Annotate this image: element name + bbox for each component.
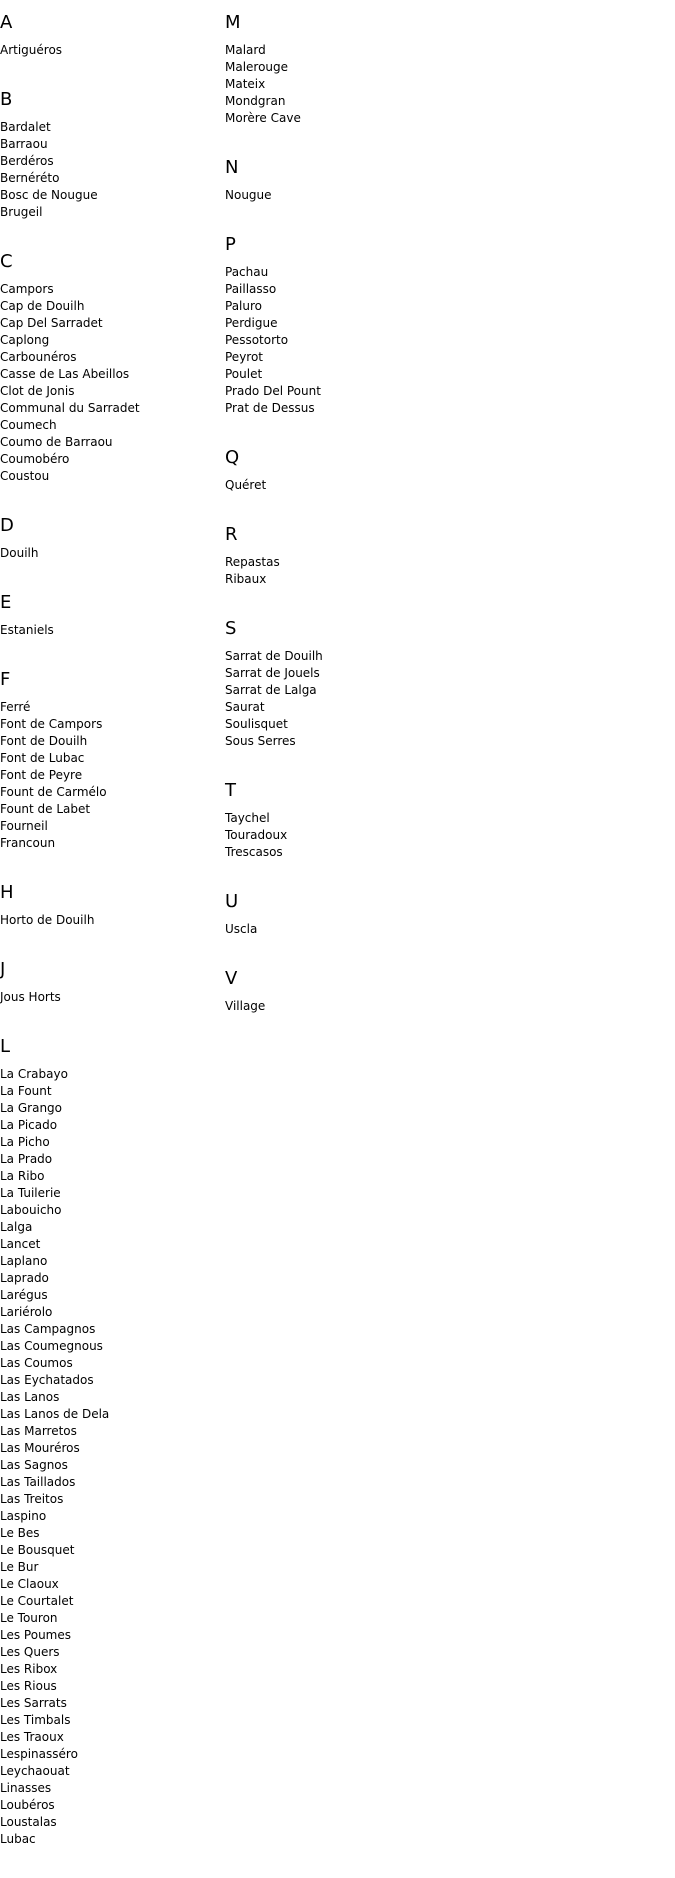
- place-name: Barraou: [0, 137, 48, 151]
- place-name: Coumobéro: [0, 452, 70, 466]
- section-letter-heading: L: [0, 1036, 11, 1057]
- place-name-list: [0, 42, 225, 59]
- place-name: Laplano: [0, 1254, 48, 1268]
- place-name: Artiguéros: [0, 43, 63, 57]
- place-name: Les Timbals: [0, 1713, 71, 1727]
- place-name: Les Ribox: [0, 1662, 58, 1676]
- place-name: Font de Peyre: [0, 768, 83, 782]
- place-name: Les Quers: [0, 1645, 60, 1659]
- place-name: Cap Del Sarradet: [0, 316, 103, 330]
- place-name: La Ribo: [0, 1169, 45, 1183]
- place-name: Loustalas: [0, 1815, 57, 1829]
- place-name: Paillasso: [225, 282, 277, 296]
- place-name: Las Eychatados: [0, 1373, 94, 1387]
- place-name: Caplong: [0, 333, 50, 347]
- right-column: [225, 0, 450, 1045]
- letter-section: [0, 592, 225, 639]
- place-name: Le Bousquet: [0, 1543, 75, 1557]
- place-name: Sarrat de Lalga: [225, 683, 317, 697]
- letter-section: [225, 524, 450, 588]
- place-name: Le Claoux: [0, 1577, 59, 1591]
- place-name: Las Lanos: [0, 1390, 60, 1404]
- place-name-list: [225, 554, 450, 588]
- place-name: Laprado: [0, 1271, 49, 1285]
- letter-section: [0, 251, 225, 485]
- place-name: Lariérolo: [0, 1305, 53, 1319]
- place-name: Trescasos: [225, 845, 283, 859]
- place-name: Touradoux: [225, 828, 288, 842]
- place-name: Peyrot: [225, 350, 264, 364]
- place-name: Las Sagnos: [0, 1458, 68, 1472]
- place-name-list: [0, 119, 225, 221]
- place-name: Lespinasséro: [0, 1747, 78, 1761]
- place-name: Soulisquet: [225, 717, 288, 731]
- letter-section: [225, 780, 450, 861]
- place-name: Lalga: [0, 1220, 33, 1234]
- place-name: Las Taillados: [0, 1475, 76, 1489]
- place-name: Lancet: [0, 1237, 41, 1251]
- place-name: Font de Campors: [0, 717, 103, 731]
- place-name: Nougue: [225, 188, 272, 202]
- section-letter-heading: M: [225, 12, 241, 33]
- place-name: Las Treitos: [0, 1492, 64, 1506]
- place-name: La Prado: [0, 1152, 53, 1166]
- place-name: Linasses: [0, 1781, 52, 1795]
- place-name: Uscla: [225, 922, 258, 936]
- place-name: Coumech: [0, 418, 57, 432]
- place-name: Prado Del Pount: [225, 384, 321, 398]
- section-letter-heading: T: [225, 780, 236, 801]
- place-name: Le Bur: [0, 1560, 39, 1574]
- place-name: La Picho: [0, 1135, 50, 1149]
- place-name: La Tuilerie: [0, 1186, 61, 1200]
- place-name: Brugeil: [0, 205, 43, 219]
- letter-section: [0, 669, 225, 852]
- place-name: Coumo de Barraou: [0, 435, 113, 449]
- place-name-list: [0, 281, 225, 485]
- place-name: Les Poumes: [0, 1628, 72, 1642]
- place-name: Taychel: [225, 811, 270, 825]
- place-name-list: [225, 477, 450, 494]
- place-name: Casse de Las Abeillos: [0, 367, 130, 381]
- place-name: Communal du Sarradet: [0, 401, 140, 415]
- place-name: Estaniels: [0, 623, 54, 637]
- place-name: Francoun: [0, 836, 56, 850]
- place-name: Las Lanos de Dela: [0, 1407, 110, 1421]
- place-name: La Grango: [0, 1101, 63, 1115]
- letter-section: [225, 891, 450, 938]
- place-name: Morère Cave: [225, 111, 301, 125]
- section-letter-heading: J: [0, 959, 6, 980]
- place-name: Sarrat de Jouels: [225, 666, 320, 680]
- place-name: Las Campagnos: [0, 1322, 96, 1336]
- place-name: Pachau: [225, 265, 269, 279]
- place-name: Loubéros: [0, 1798, 55, 1812]
- place-name: Le Courtalet: [0, 1594, 74, 1608]
- place-name: Le Touron: [0, 1611, 58, 1625]
- section-letter-heading: H: [0, 882, 14, 903]
- place-name: Sarrat de Douilh: [225, 649, 323, 663]
- letter-section: [225, 157, 450, 204]
- letter-section: [0, 1036, 225, 1848]
- letter-section: [225, 447, 450, 494]
- letter-section: [0, 959, 225, 1006]
- place-name: Font de Lubac: [0, 751, 85, 765]
- place-name: La Crabayo: [0, 1067, 68, 1081]
- place-name: Fount de Labet: [0, 802, 91, 816]
- place-name: Sous Serres: [225, 734, 296, 748]
- place-name: Pessotorto: [225, 333, 289, 347]
- section-letter-heading: F: [0, 669, 11, 690]
- place-name: Fount de Carmélo: [0, 785, 107, 799]
- place-name: Laspino: [0, 1509, 47, 1523]
- place-name-list: [225, 264, 450, 417]
- place-name: Malard: [225, 43, 266, 57]
- place-name: Clot de Jonis: [0, 384, 75, 398]
- place-name: Paluro: [225, 299, 263, 313]
- section-letter-heading: R: [225, 524, 238, 545]
- place-name-list: [0, 989, 225, 1006]
- place-name: Mateix: [225, 77, 266, 91]
- place-name: Bernéréto: [0, 171, 60, 185]
- place-name: Prat de Dessus: [225, 401, 315, 415]
- letter-section: [0, 882, 225, 929]
- place-name-list: [0, 1066, 225, 1848]
- letter-section: [225, 234, 450, 417]
- place-name: Village: [225, 999, 266, 1013]
- place-name-list: [225, 648, 450, 750]
- place-name: Berdéros: [0, 154, 54, 168]
- place-name: Repastas: [225, 555, 280, 569]
- place-name: Campors: [0, 282, 54, 296]
- section-letter-heading: E: [0, 592, 12, 613]
- place-name: Cap de Douilh: [0, 299, 85, 313]
- place-name: Les Rious: [0, 1679, 57, 1693]
- place-name: Saurat: [225, 700, 265, 714]
- letter-section: [0, 12, 225, 59]
- place-name: La Fount: [0, 1084, 52, 1098]
- section-letter-heading: U: [225, 891, 239, 912]
- section-letter-heading: N: [225, 157, 239, 178]
- section-letter-heading: D: [0, 515, 14, 536]
- place-name-list: [0, 912, 225, 929]
- place-name: Jous Horts: [0, 990, 61, 1004]
- place-name: Coustou: [0, 469, 50, 483]
- place-name: Mondgran: [225, 94, 286, 108]
- place-name: Quéret: [225, 478, 267, 492]
- letter-section: [0, 89, 225, 221]
- left-column: [0, 0, 225, 1878]
- place-name: Bosc de Nougue: [0, 188, 98, 202]
- place-name-list: [225, 921, 450, 938]
- section-letter-heading: C: [0, 251, 13, 272]
- place-name-list: [0, 545, 225, 562]
- section-letter-heading: A: [0, 12, 13, 33]
- place-name: Fourneil: [0, 819, 48, 833]
- place-name: Horto de Douilh: [0, 913, 95, 927]
- place-name: Poulet: [225, 367, 263, 381]
- place-name: Ferré: [0, 700, 31, 714]
- place-name: Carbounéros: [0, 350, 77, 364]
- letter-section: [0, 515, 225, 562]
- place-name: La Picado: [0, 1118, 58, 1132]
- place-name: Font de Douilh: [0, 734, 88, 748]
- place-name: Las Coumos: [0, 1356, 73, 1370]
- place-name: Ribaux: [225, 572, 267, 586]
- place-name: Malerouge: [225, 60, 289, 74]
- section-letter-heading: V: [225, 968, 238, 989]
- section-letter-heading: Q: [225, 447, 240, 468]
- place-name: Larégus: [0, 1288, 48, 1302]
- place-name: Las Coumegnous: [0, 1339, 103, 1353]
- place-name: Bardalet: [0, 120, 51, 134]
- place-name: Lubac: [0, 1832, 36, 1846]
- place-name-list: [225, 187, 450, 204]
- place-name-list: [225, 998, 450, 1015]
- place-name: Perdigue: [225, 316, 278, 330]
- place-name-list: [0, 622, 225, 639]
- place-name: Douilh: [0, 546, 39, 560]
- letter-section: [225, 618, 450, 750]
- place-name: Le Bes: [0, 1526, 40, 1540]
- place-name: Les Sarrats: [0, 1696, 67, 1710]
- letter-section: [225, 12, 450, 127]
- place-name: Leychaouat: [0, 1764, 70, 1778]
- place-name: Las Marretos: [0, 1424, 77, 1438]
- place-name: Les Traoux: [0, 1730, 64, 1744]
- place-name-list: [0, 699, 225, 852]
- place-name: Las Mouréros: [0, 1441, 80, 1455]
- section-letter-heading: P: [225, 234, 236, 255]
- place-name: Labouicho: [0, 1203, 62, 1217]
- section-letter-heading: S: [225, 618, 237, 639]
- place-name-list: [225, 42, 450, 127]
- section-letter-heading: B: [0, 89, 13, 110]
- place-name-list: [225, 810, 450, 861]
- letter-section: [225, 968, 450, 1015]
